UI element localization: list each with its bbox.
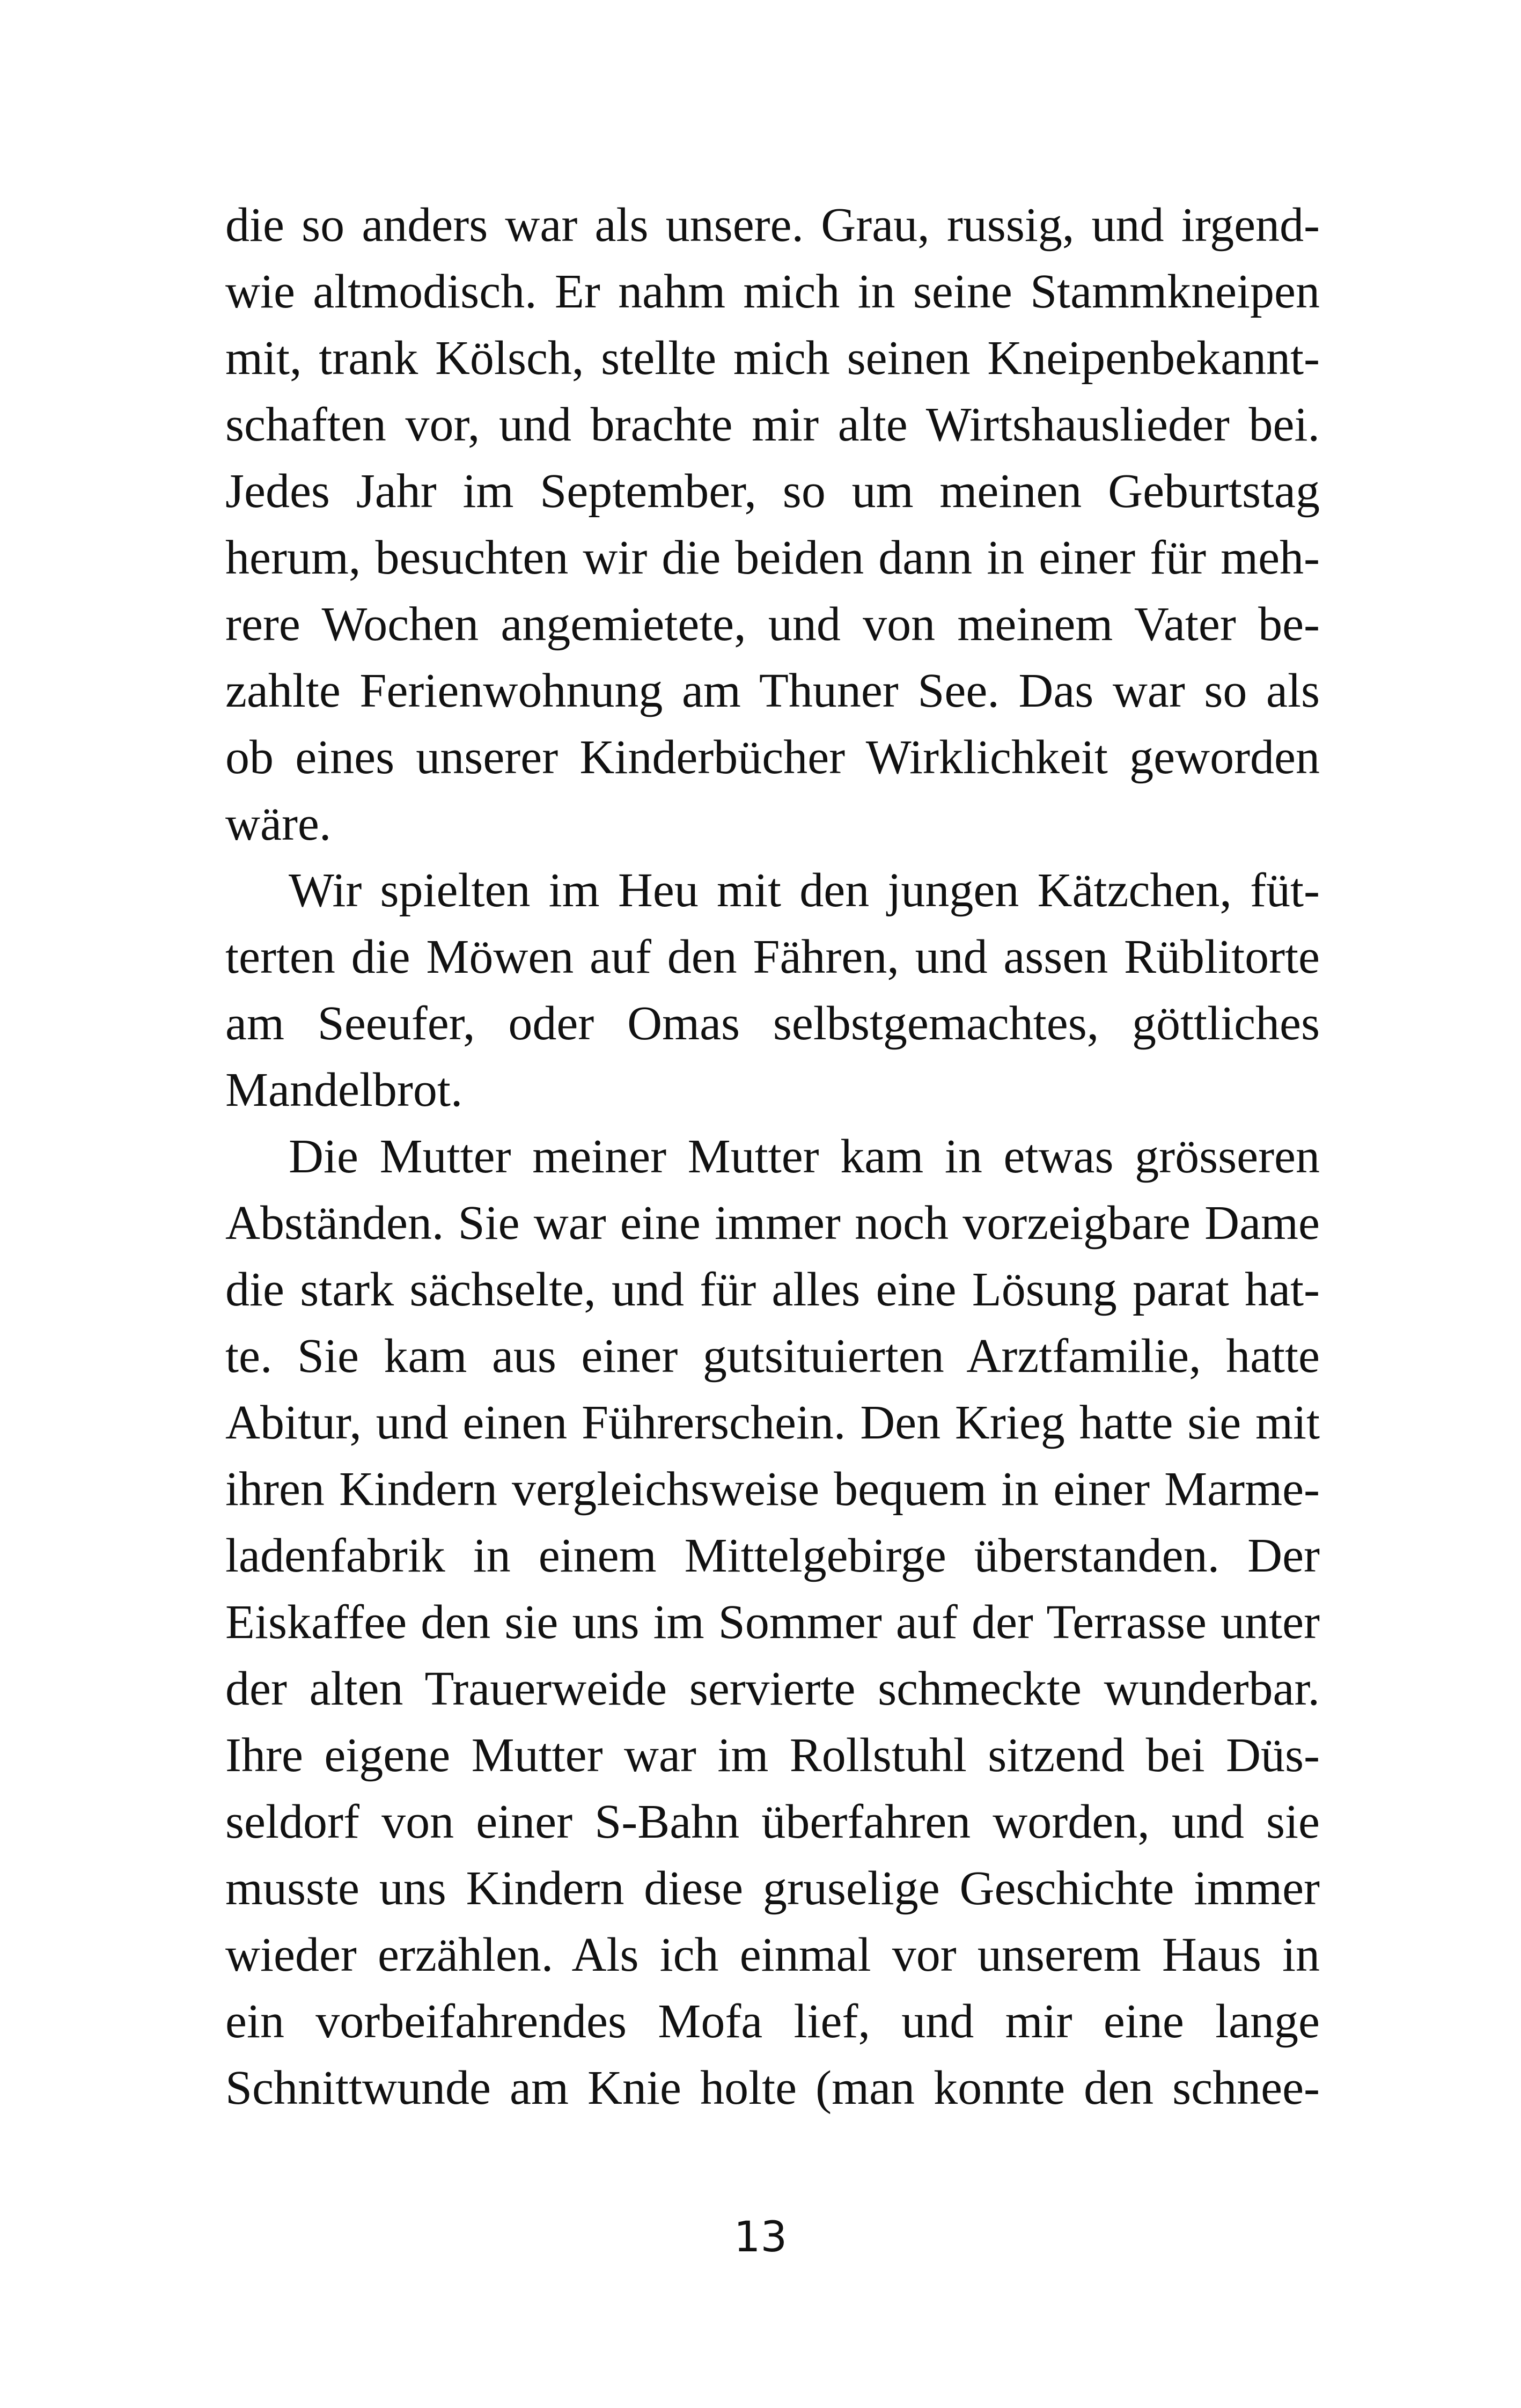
text-line: die stark sächselte, und für alles eine Lösung parat hat- xyxy=(225,1263,1320,1316)
paragraph xyxy=(225,1124,1320,2121)
text-line: wie altmodisch. Er nahm mich in seine Stammkneipen xyxy=(225,265,1320,318)
paragraph xyxy=(225,192,1320,857)
text-line: Ihre eigene Mutter war im Rollstuhl sitzend bei Düs- xyxy=(225,1729,1320,1782)
page-number: 13 xyxy=(733,2213,788,2262)
text-line: Schnittwunde am Knie holte (man konnte den schnee- xyxy=(225,2061,1320,2115)
text-line: terten die Möwen auf den Fähren, und assen Rüblitorte xyxy=(225,930,1320,983)
body-text xyxy=(225,192,1320,2121)
text-line: Eiskaffee den sie uns im Sommer auf der Terrasse unter xyxy=(225,1596,1320,1649)
text-line: mit, trank Kölsch, stellte mich seinen Kneipenbekannt- xyxy=(225,332,1320,385)
text-line: Die Mutter meiner Mutter kam in etwas grösseren xyxy=(289,1130,1320,1183)
text-line: schaften vor, und brachte mir alte Wirtshauslieder bei. xyxy=(225,398,1320,451)
text-line: musste uns Kindern diese gruselige Geschichte immer xyxy=(225,1862,1320,1915)
text-line: die so anders war als unsere. Grau, russig, und irgend- xyxy=(225,199,1320,252)
text-line: herum, besuchten wir die beiden dann in einer für meh- xyxy=(225,531,1320,584)
text-line: Wir spielten im Heu mit den jungen Kätzchen, füt- xyxy=(289,864,1320,917)
text-line: ein vorbeifahrendes Mofa lief, und mir eine lange xyxy=(225,1995,1320,2048)
text-line: Mandelbrot. xyxy=(225,1063,463,1117)
text-line: Abitur, und einen Führerschein. Den Krieg hatte sie mit xyxy=(225,1396,1320,1449)
text-line: der alten Trauerweide servierte schmeckte wunderbar. xyxy=(225,1662,1320,1715)
text-line: ihren Kindern vergleichsweise bequem in einer Marme- xyxy=(225,1463,1320,1516)
text-line: Jedes Jahr im September, so um meinen Geburtstag xyxy=(225,465,1320,518)
text-line: zahlte Ferienwohnung am Thuner See. Das war so als xyxy=(225,664,1320,717)
text-line: wäre. xyxy=(225,797,332,850)
text-line: wieder erzählen. Als ich einmal vor unserem Haus in xyxy=(225,1928,1320,1981)
text-line: rere Wochen angemietete, und von meinem Vater be- xyxy=(225,598,1320,651)
text-line: ob eines unserer Kinderbücher Wirklichkeit geworden xyxy=(225,731,1320,784)
paragraph xyxy=(225,857,1320,1124)
text-line: ladenfabrik in einem Mittelgebirge überstanden. Der xyxy=(225,1529,1320,1582)
text-line: am Seeufer, oder Omas selbstgemachtes, göttliches xyxy=(225,997,1320,1050)
text-line: Abständen. Sie war eine immer noch vorzeigbare Dame xyxy=(225,1196,1320,1250)
text-line: te. Sie kam aus einer gutsituierten Arztfamilie, hatte xyxy=(225,1330,1320,1383)
text-line: seldorf von einer S-Bahn überfahren worden, und sie xyxy=(225,1795,1320,1848)
